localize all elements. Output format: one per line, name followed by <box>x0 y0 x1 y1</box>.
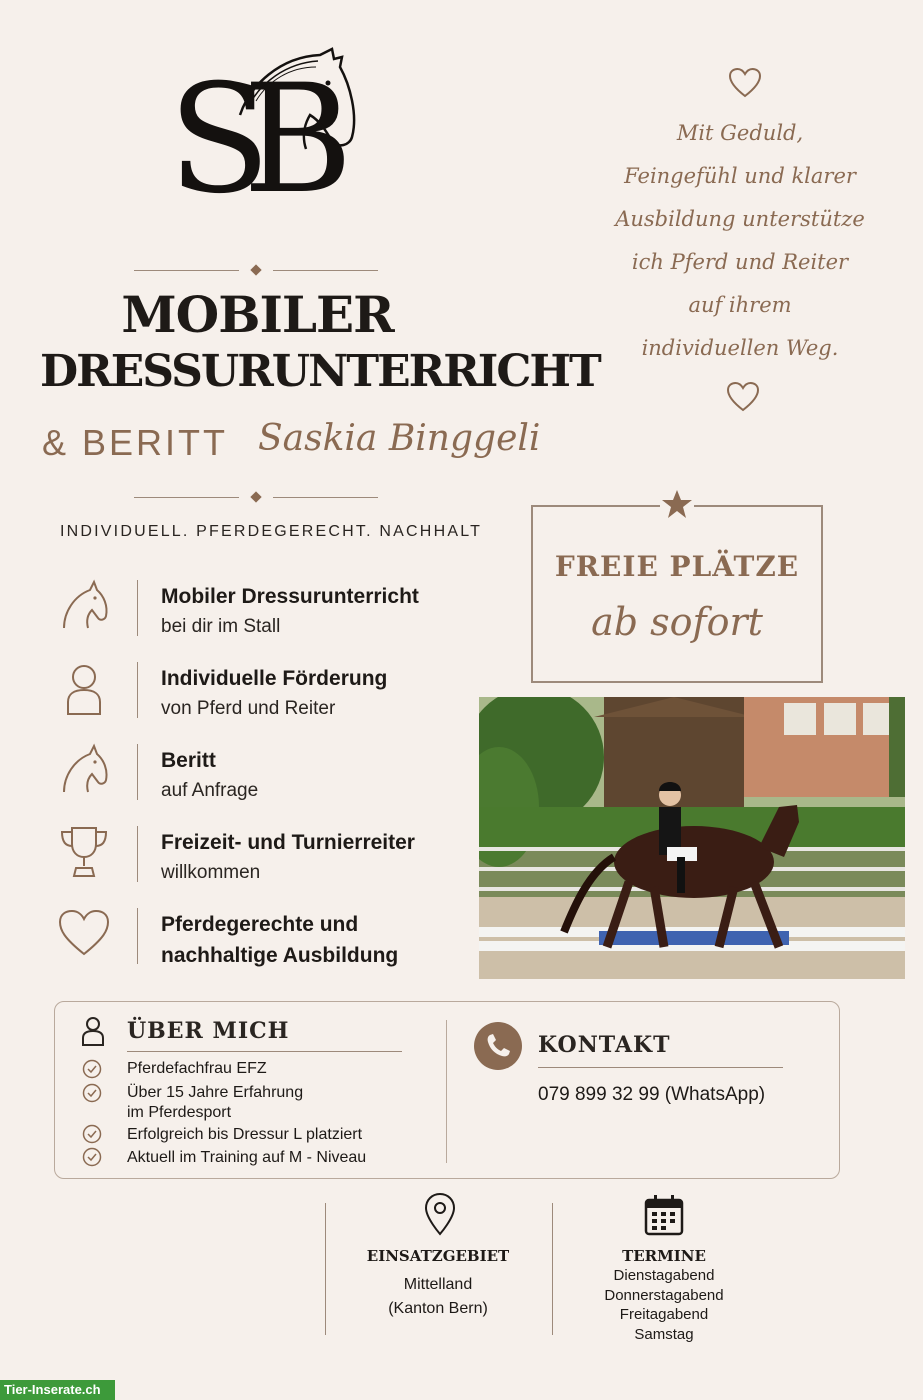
feature-title: Pferdegerechte und <box>161 913 359 936</box>
area-title: EINSATZGEBIET <box>366 1247 510 1265</box>
dates-line: Dienstagabend <box>613 1267 715 1284</box>
horse-head-icon <box>56 742 112 798</box>
feature-title: Beritt <box>161 749 216 772</box>
promo-title: FREIE PLÄTZE <box>554 550 800 583</box>
page-title-line3: & BERITT <box>42 422 229 463</box>
promo-box <box>531 505 823 683</box>
contact-title: KONTAKT <box>538 1032 671 1058</box>
divider-top-left <box>134 270 239 271</box>
heart-icon <box>726 382 760 412</box>
quote-text <box>605 112 875 370</box>
dates-title: TERMINE <box>622 1247 706 1265</box>
quote-line: Mit Geduld, <box>676 121 804 145</box>
about-item: Über 15 Jahre Erfahrung <box>127 1084 304 1101</box>
trophy-icon <box>56 824 112 880</box>
feature-title: Mobiler Dressurunterricht <box>161 585 419 608</box>
about-title: ÜBER MICH <box>127 1018 290 1044</box>
check-circle-icon <box>82 1147 102 1167</box>
page-title-line2: DRESSURUNTERRICHT <box>40 346 600 397</box>
about-item: Pferdefachfrau EFZ <box>127 1060 267 1077</box>
heart-icon <box>728 68 762 98</box>
person-icon <box>56 660 112 716</box>
phone-icon[interactable] <box>474 1022 522 1070</box>
horse-head-logo-icon <box>220 45 360 155</box>
feature-title: Freizeit- und Turnierreiter <box>161 831 415 854</box>
bottom-separator-left <box>325 1203 326 1335</box>
divider-bottom-right <box>273 497 378 498</box>
calendar-icon <box>644 1194 684 1236</box>
divider-top-diamond <box>250 264 261 275</box>
feature-subtitle: auf Anfrage <box>161 780 259 801</box>
promo-subtitle: ab sofort <box>591 600 763 644</box>
info-box-separator <box>446 1020 447 1163</box>
dates-line: Donnerstagabend <box>604 1287 724 1304</box>
feature-subtitle: von Pferd und Reiter <box>161 698 336 719</box>
quote-line: auf ihrem <box>688 293 792 317</box>
person-icon <box>80 1016 106 1046</box>
check-circle-icon <box>82 1124 102 1144</box>
feature-subtitle: nachhaltige Ausbildung <box>161 944 399 967</box>
dressage-rider-photo <box>479 697 905 979</box>
star-icon <box>660 488 694 520</box>
check-circle-icon <box>82 1059 102 1079</box>
tagline: INDIVIDUELL. PFERDEGERECHT. NACHHALT <box>60 523 483 540</box>
feature-separator <box>137 662 138 718</box>
feature-subtitle: willkommen <box>161 862 261 883</box>
bottom-separator-right <box>552 1203 553 1335</box>
about-item: Erfolgreich bis Dressur L platziert <box>127 1126 363 1143</box>
area-line2: (Kanton Bern) <box>388 1300 488 1317</box>
dates-line: Freitagabend <box>619 1306 709 1323</box>
feature-title: Individuelle Förderung <box>161 667 388 690</box>
check-circle-icon <box>82 1083 102 1103</box>
logo-monogram: SB <box>168 53 325 227</box>
divider-bottom-diamond <box>250 491 261 502</box>
site-watermark[interactable]: Tier-Inserate.ch <box>0 1380 115 1400</box>
quote-line: individuellen Weg. <box>641 336 839 360</box>
page-title-line1: MOBILER <box>121 285 394 344</box>
contact-divider <box>538 1067 783 1068</box>
feature-separator <box>137 908 138 964</box>
divider-bottom-left <box>134 497 239 498</box>
divider-top-right <box>273 270 378 271</box>
signature: Saskia Binggeli <box>258 418 541 459</box>
brand-logo <box>160 45 360 235</box>
quote-line: ich Pferd und Reiter <box>631 250 849 274</box>
about-item: Aktuell im Training auf M - Niveau <box>127 1149 367 1166</box>
quote-line: Feingefühl und klarer <box>624 164 856 188</box>
feature-subtitle: bei dir im Stall <box>161 616 281 637</box>
contact-phone[interactable]: 079 899 32 99 (WhatsApp) <box>538 1084 766 1105</box>
heart-icon <box>56 906 112 962</box>
feature-separator <box>137 580 138 636</box>
horse-head-icon <box>56 578 112 634</box>
quote-line: Ausbildung unterstütze <box>615 207 865 231</box>
dates-line: Samstag <box>634 1326 694 1343</box>
area-line1: Mittelland <box>403 1276 473 1293</box>
feature-separator <box>137 826 138 882</box>
about-item: im Pferdesport <box>127 1104 232 1121</box>
about-divider <box>127 1051 402 1052</box>
location-pin-icon <box>423 1192 457 1236</box>
feature-separator <box>137 744 138 800</box>
